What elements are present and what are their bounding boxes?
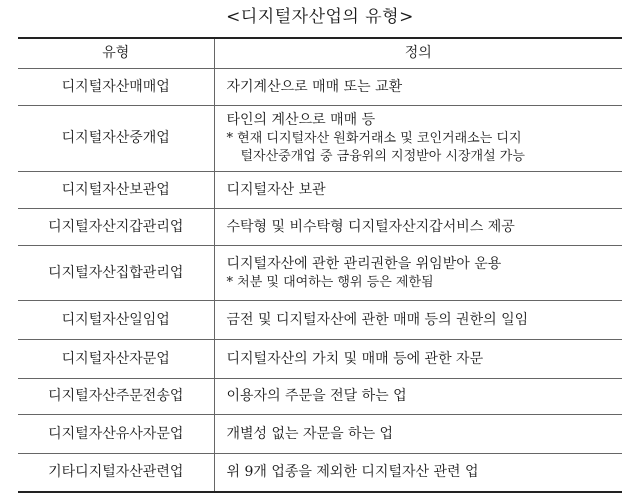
row-definition-cell xyxy=(214,246,622,301)
row-type: 디지털자산중개업 xyxy=(18,106,214,172)
table-title: <디지털자산업의 유형> xyxy=(226,7,414,27)
row-definition: 개별성 없는 자문을 하는 업 xyxy=(214,415,622,454)
row-type: 디지털자산보관업 xyxy=(18,172,214,209)
table-row xyxy=(18,106,622,172)
table-row xyxy=(18,69,622,106)
table-row xyxy=(18,172,622,209)
header-definition: 정의 xyxy=(214,38,622,69)
row-type: 기타디지털자산관련업 xyxy=(18,454,214,493)
row-note: * 현재 디지털자산 원화거래소 및 코인거래소는 디지 xyxy=(226,131,522,146)
row-note: * 처분 및 대여하는 행위 등은 제한됨 xyxy=(226,274,434,290)
row-definition: 타인의 계산으로 매매 등 xyxy=(226,112,376,128)
table-row xyxy=(18,301,622,340)
row-definition: 디지털자산의 가치 및 매매 등에 관한 자문 xyxy=(214,340,622,379)
row-type: 디지털자산유사자문업 xyxy=(18,415,214,454)
row-type: 디지털자산자문업 xyxy=(18,340,214,379)
digital-asset-business-types-table xyxy=(18,37,622,493)
row-type: 디지털자산일임업 xyxy=(18,301,214,340)
row-type: 디지털자산매매업 xyxy=(18,69,214,106)
row-type: 디지털자산집합관리업 xyxy=(18,246,214,301)
row-definition: 위 9개 업종을 제외한 디지털자산 관련 업 xyxy=(214,454,622,493)
table-row xyxy=(18,379,622,415)
header-type: 유형 xyxy=(18,38,214,69)
row-note-continued: 털자산중개업 중 금융위의 지정받아 시장개설 가능 xyxy=(240,149,525,164)
row-definition: 이용자의 주문을 전달 하는 업 xyxy=(214,379,622,415)
table-row xyxy=(18,209,622,246)
row-definition-cell xyxy=(214,106,622,172)
row-definition: 디지털자산 보관 xyxy=(214,172,622,209)
row-type: 디지털자산주문전송업 xyxy=(18,379,214,415)
table-row xyxy=(18,340,622,379)
row-definition: 자기계산으로 매매 또는 교환 xyxy=(214,69,622,106)
row-definition: 디지털자산에 관한 관리권한을 위임받아 운용 xyxy=(226,255,502,272)
table-row xyxy=(18,454,622,493)
table-row xyxy=(18,415,622,454)
row-type: 디지털자산지갑관리업 xyxy=(18,209,214,246)
row-definition: 수탁형 및 비수탁형 디지털자산지갑서비스 제공 xyxy=(214,209,622,246)
table-row xyxy=(18,246,622,301)
table-header-row xyxy=(18,38,622,69)
row-definition: 금전 및 디지털자산에 관한 매매 등의 권한의 일임 xyxy=(214,301,622,340)
